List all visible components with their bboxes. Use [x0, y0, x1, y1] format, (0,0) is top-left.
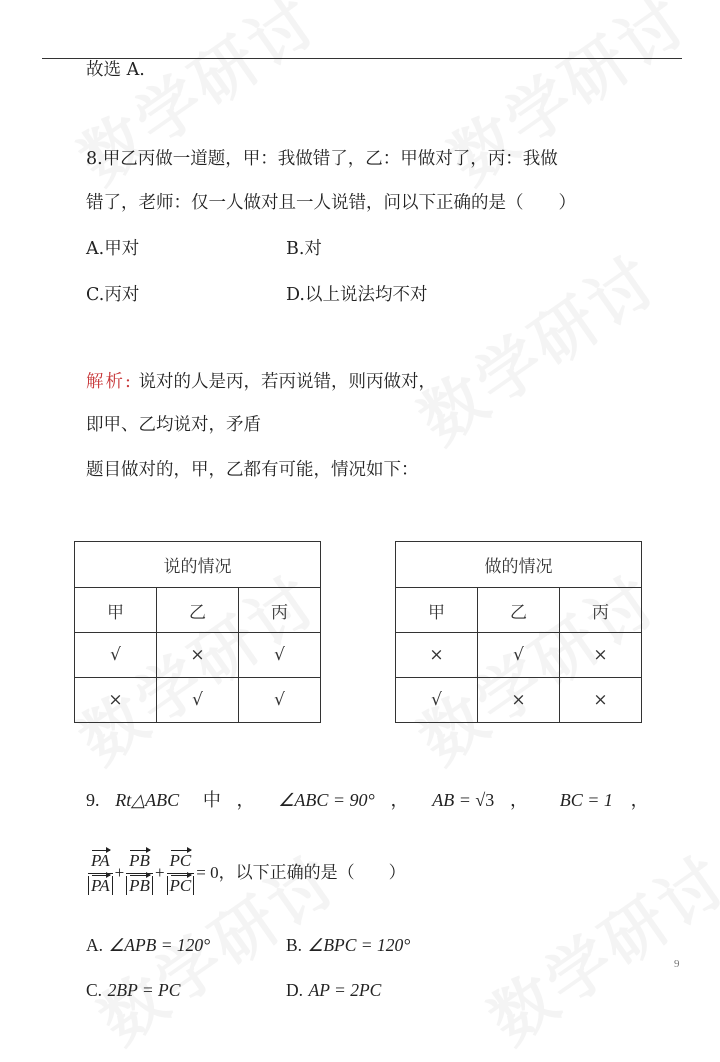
q9-stem-line2 — [86, 845, 406, 901]
table-row — [75, 633, 321, 678]
table-cell: × — [157, 633, 239, 678]
option-letter: A. — [86, 935, 104, 955]
plus-sign: + — [154, 863, 165, 882]
table-cell: √ — [75, 633, 157, 678]
analysis-text: 说对的人是丙，若丙说错，则丙做对， — [138, 372, 436, 392]
q9-option-a — [86, 933, 210, 958]
table-row — [75, 678, 321, 723]
table-header: 甲 — [396, 588, 478, 633]
q9-stem-tail: ，以下正确的是（ ） — [218, 863, 406, 883]
table-cell: × — [75, 678, 157, 723]
q9-ab: AB = — [432, 790, 476, 810]
q9-sqrt3: √3 — [475, 790, 495, 810]
comma: ， — [390, 790, 409, 811]
table-header: 乙 — [157, 588, 239, 633]
q9-triangle: Rt△ABC — [115, 790, 180, 810]
plus-sign: + — [114, 863, 125, 882]
unit-vector-pb — [126, 849, 153, 898]
action-table — [395, 541, 642, 723]
unit-vector-pc — [167, 849, 195, 898]
table-cell: √ — [478, 633, 560, 678]
option-expr: 2BP = PC — [107, 980, 181, 1000]
previous-answer: 故选 A. — [86, 60, 145, 80]
watermark — [428, 0, 704, 202]
table-cell: √ — [396, 678, 478, 723]
speech-table — [74, 541, 321, 723]
q8-option-b: B.对 — [286, 239, 322, 259]
q8-stem-line2: 错了，老师：仅一人做对且一人说错，问以下正确的是（ ） — [86, 193, 576, 213]
q9-stem-line1 — [86, 788, 649, 813]
vector-pc: PC — [170, 849, 192, 873]
vector-pb-magnitude: PB — [129, 874, 150, 898]
analysis-label: 解析: — [86, 372, 133, 392]
watermark — [398, 230, 674, 461]
option-expr: AP = 2PC — [308, 980, 382, 1000]
analysis-line3: 题目做对的，甲，乙都有可能，情况如下： — [86, 460, 419, 480]
table-header: 甲 — [75, 588, 157, 633]
analysis-line2: 即甲、乙均说对，矛盾 — [86, 415, 261, 435]
equals-zero-vector: = 0 — [196, 863, 219, 882]
q9-zhong: 中 — [202, 790, 221, 811]
option-letter: D. — [286, 980, 304, 1000]
table-cell: × — [396, 633, 478, 678]
option-expr: ∠BPC = 120° — [307, 935, 411, 955]
table-row — [396, 678, 642, 723]
table-title: 做的情况 — [396, 542, 642, 588]
vector-pb: PB — [129, 849, 150, 873]
comma: ， — [510, 790, 528, 811]
table-header: 乙 — [478, 588, 560, 633]
q9-option-b — [286, 933, 410, 958]
vector-pa: PA — [91, 849, 110, 873]
option-expr: ∠APB = 120° — [108, 935, 211, 955]
q9-bc: BC = 1 — [559, 790, 613, 810]
table-header: 丙 — [239, 588, 321, 633]
table-cell: √ — [239, 678, 321, 723]
analysis-line1 — [86, 370, 436, 394]
table-cell: × — [560, 633, 642, 678]
q8-option-d: D.以上说法均不对 — [286, 285, 428, 305]
watermark — [58, 0, 334, 202]
q9-angle: ∠ABC = 90° — [278, 790, 375, 810]
table-cell: √ — [157, 678, 239, 723]
comma: ， — [236, 790, 255, 811]
option-letter: B. — [286, 935, 303, 955]
table-title: 说的情况 — [75, 542, 321, 588]
q9-option-d — [286, 978, 381, 1003]
q9-option-c — [86, 978, 180, 1003]
q8-option-a: A.甲对 — [86, 239, 140, 259]
table-cell: √ — [239, 633, 321, 678]
vector-pa-magnitude: PA — [91, 874, 110, 898]
table-header: 丙 — [560, 588, 642, 633]
table-row — [396, 633, 642, 678]
comma: ， — [630, 790, 649, 811]
q8-stem-line1: 8.甲乙丙做一道题，甲：我做错了，乙：甲做对了，丙：我做 — [86, 149, 558, 169]
option-letter: C. — [86, 980, 103, 1000]
vector-pc-magnitude: PC — [170, 874, 192, 898]
watermark — [468, 830, 720, 1061]
unit-vector-pa — [88, 849, 113, 898]
q9-number: 9. — [86, 790, 100, 810]
table-cell: × — [560, 678, 642, 723]
page-number: 9 — [674, 958, 680, 970]
q8-option-c: C.丙对 — [86, 285, 140, 305]
table-cell: × — [478, 678, 560, 723]
